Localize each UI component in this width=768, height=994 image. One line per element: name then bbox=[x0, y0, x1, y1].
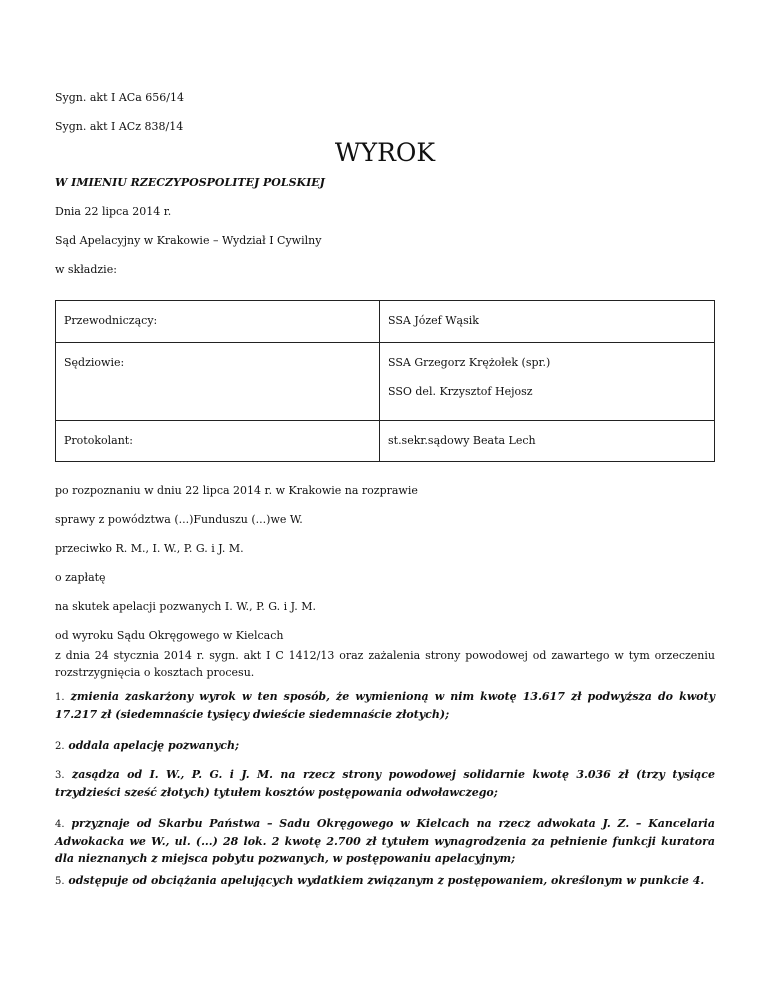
ruling-5 bbox=[55, 872, 715, 890]
ruling-number: 5. bbox=[55, 876, 65, 887]
ruling-text: oddala apelację pozwanych; bbox=[68, 739, 240, 752]
judges-label: Sędziowie: bbox=[56, 343, 380, 421]
document-subtitle: W IMIENIU RZECZYPOSPOLITEJ POLSKIEJ bbox=[55, 176, 325, 189]
preamble-line-6: od wyroku Sądu Okręgowego w Kielcach bbox=[55, 629, 284, 642]
ruling-text: zasądza od I. W., P. G. i J. M. na rzecz strony powodowej solidarnie kwotę 3.036 zł (trzy tysiące trzydzieści sześć złotych) tytułem kosztów postępowania odwoławczego; bbox=[55, 768, 715, 799]
ruling-text: zmienia zaskarżony wyrok w ten sposób, że wymienioną w nim kwotę 13.617 zł podwyższa do kwoty 17.217 zł (siedemnaście tysięcy dwieście siedemnaście złotych); bbox=[55, 690, 715, 721]
preamble-line-3: przeciwko R. M., I. W., P. G. i J. M. bbox=[55, 542, 244, 555]
chair-row bbox=[56, 301, 715, 343]
preamble-line-1: po rozpoznaniu w dniu 22 lipca 2014 r. w Krakowie na rozprawie bbox=[55, 484, 418, 497]
ruling-text: odstępuje od obciążania apelujących wydatkiem związanym z postępowaniem, określonym w punkcie 4. bbox=[68, 874, 705, 887]
preamble-line-4: o zapłatę bbox=[55, 571, 106, 584]
ruling-4 bbox=[55, 815, 715, 867]
ruling-number: 3. bbox=[55, 770, 65, 781]
judge-1: SSA Grzegorz Krężołek (spr.) bbox=[388, 356, 551, 369]
case-number-1: Sygn. akt I ACa 656/14 bbox=[55, 91, 184, 104]
court-name: Sąd Apelacyjny w Krakowie – Wydział I Cywilny bbox=[55, 234, 322, 247]
court-composition-table bbox=[55, 300, 715, 462]
case-number-2: Sygn. akt I ACz 838/14 bbox=[55, 120, 184, 133]
ruling-number: 2. bbox=[55, 741, 65, 752]
clerk-name: st.sekr.sądowy Beata Lech bbox=[380, 421, 715, 462]
preamble-line-5: na skutek apelacji pozwanych I. W., P. G. i J. M. bbox=[55, 600, 316, 613]
ruling-1 bbox=[55, 688, 715, 723]
clerk-label: Protokolant: bbox=[56, 421, 380, 462]
judge-2: SSO del. Krzysztof Hejosz bbox=[388, 385, 533, 398]
document-title: WYROK bbox=[334, 138, 436, 167]
ruling-text: przyznaje od Skarbu Państwa – Sadu Okręgowego w Kielcach na rzecz adwokata J. Z. – Kancelaria Adwokacka we W., ul. (...) 28 lok. 2 kwotę 2.700 zł tytułem wynagrodzenia za pełnienie funkcji kuratora dla nieznanych z miejsca pobytu pozwanych, w postępowaniu apelacyjnym; bbox=[55, 817, 715, 865]
ruling-3 bbox=[55, 766, 715, 801]
chair-name: SSA Józef Wąsik bbox=[380, 301, 715, 343]
chair-label: Przewodniczący: bbox=[56, 301, 380, 343]
preamble-line-7: z dnia 24 stycznia 2014 r. sygn. akt I C 1412/13 oraz zażalenia strony powodowej od zawartego w tym orzeczeniu rozstrzygnięcia o kosztach procesu. bbox=[55, 649, 715, 679]
ruling-number: 4. bbox=[55, 819, 65, 830]
composition-label: w składzie: bbox=[55, 263, 117, 276]
judges-cell bbox=[380, 343, 715, 421]
clerk-row bbox=[56, 421, 715, 462]
ruling-number: 1. bbox=[55, 692, 65, 703]
judges-row bbox=[56, 343, 715, 421]
judgment-date: Dnia 22 lipca 2014 r. bbox=[55, 205, 172, 218]
preamble-line-2: sprawy z powództwa (...)Funduszu (...)we W. bbox=[55, 513, 303, 526]
ruling-2 bbox=[55, 737, 715, 755]
